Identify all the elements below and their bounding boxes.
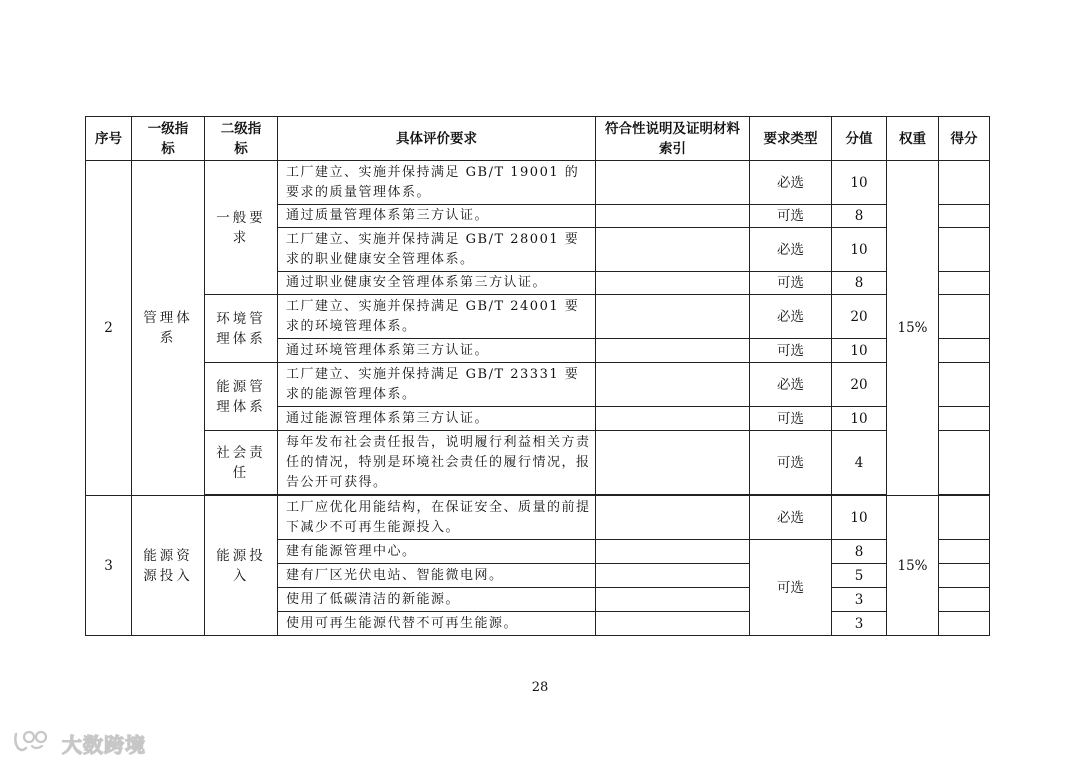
header-requirement: 具体评价要求 <box>278 117 596 161</box>
group-weight: 15% <box>887 161 939 496</box>
score-cell: 10 <box>832 407 887 431</box>
type-cell: 必选 <box>750 228 832 272</box>
watermark-text: 大数跨境 <box>62 732 146 757</box>
type-cell: 必选 <box>750 363 832 407</box>
earned-cell[interactable] <box>939 272 990 295</box>
requirement-cell: 工厂建立、实施并保持满足 GB/T 23331 要求的能源管理体系。 <box>278 363 596 407</box>
requirement-cell: 工厂建立、实施并保持满足 GB/T 24001 要求的环境管理体系。 <box>278 295 596 339</box>
header-level1: 一级指标 <box>132 117 205 161</box>
page-number: 28 <box>531 680 549 695</box>
group-level1: 管理体系 <box>132 161 205 496</box>
earned-cell[interactable] <box>939 564 990 588</box>
type-cell: 必选 <box>750 295 832 339</box>
score-cell: 3 <box>832 588 887 612</box>
reference-cell[interactable] <box>596 272 750 295</box>
subgroup-level2: 能源投入 <box>205 496 278 636</box>
reference-cell[interactable] <box>596 496 750 540</box>
requirement-cell: 每年发布社会责任报告，说明履行利益相关方责任的情况，特别是环境社会责任的履行情况，报告公开可获得。 <box>278 431 596 495</box>
requirement-cell: 通过能源管理体系第三方认证。 <box>278 407 596 431</box>
requirement-cell: 使用可再生能源代替不可再生能源。 <box>278 612 596 636</box>
reference-cell[interactable] <box>596 564 750 588</box>
score-cell: 10 <box>832 496 887 540</box>
type-cell: 可选 <box>750 272 832 295</box>
reference-cell[interactable] <box>596 612 750 636</box>
header-level2: 二级指标 <box>205 117 278 161</box>
requirement-cell: 建有厂区光伏电站、智能微电网。 <box>278 564 596 588</box>
subgroup-level2: 能源管理体系 <box>205 363 278 431</box>
earned-cell[interactable] <box>939 295 990 339</box>
group-index: 3 <box>86 496 132 636</box>
watermark <box>12 728 146 758</box>
requirement-cell: 工厂建立、实施并保持满足 GB/T 19001 的要求的质量管理体系。 <box>278 161 596 205</box>
requirement-cell: 工厂应优化用能结构，在保证安全、质量的前提下减少不可再生能源投入。 <box>278 496 596 540</box>
header-type: 要求类型 <box>750 117 832 161</box>
table-row <box>86 295 990 339</box>
score-cell: 8 <box>832 272 887 295</box>
earned-cell[interactable] <box>939 363 990 407</box>
score-cell: 10 <box>832 339 887 363</box>
table-row <box>86 496 990 540</box>
type-cell: 可选 <box>750 339 832 363</box>
requirement-cell: 使用了低碳清洁的新能源。 <box>278 588 596 612</box>
table-row <box>86 431 990 495</box>
earned-cell[interactable] <box>939 161 990 205</box>
score-cell: 20 <box>832 363 887 407</box>
earned-cell[interactable] <box>939 205 990 228</box>
score-cell: 5 <box>832 564 887 588</box>
group-level1: 能源资源投入 <box>132 496 205 636</box>
type-cell: 可选 <box>750 431 832 495</box>
earned-cell[interactable] <box>939 431 990 495</box>
type-cell: 可选 <box>750 540 832 636</box>
score-cell: 3 <box>832 612 887 636</box>
header-reference: 符合性说明及证明材料索引 <box>596 117 750 161</box>
earned-cell[interactable] <box>939 612 990 636</box>
evaluation-table <box>85 116 990 636</box>
brand-logo-icon <box>12 728 56 758</box>
score-cell: 8 <box>832 540 887 564</box>
reference-cell[interactable] <box>596 540 750 564</box>
reference-cell[interactable] <box>596 161 750 205</box>
score-cell: 10 <box>832 228 887 272</box>
earned-cell[interactable] <box>939 228 990 272</box>
subgroup-level2: 社会责任 <box>205 431 278 495</box>
earned-cell[interactable] <box>939 407 990 431</box>
header-score: 分值 <box>832 117 887 161</box>
group-weight: 15% <box>887 496 939 636</box>
header-weight: 权重 <box>887 117 939 161</box>
requirement-cell: 工厂建立、实施并保持满足 GB/T 28001 要求的职业健康安全管理体系。 <box>278 228 596 272</box>
earned-cell[interactable] <box>939 339 990 363</box>
reference-cell[interactable] <box>596 205 750 228</box>
header-earned: 得分 <box>939 117 990 161</box>
reference-cell[interactable] <box>596 407 750 431</box>
table-row <box>86 363 990 407</box>
reference-cell[interactable] <box>596 431 750 495</box>
reference-cell[interactable] <box>596 588 750 612</box>
reference-cell[interactable] <box>596 339 750 363</box>
type-cell: 必选 <box>750 496 832 540</box>
requirement-cell: 通过质量管理体系第三方认证。 <box>278 205 596 228</box>
subgroup-level2: 环境管理体系 <box>205 295 278 363</box>
header-row <box>86 117 990 161</box>
group-index: 2 <box>86 161 132 496</box>
score-cell: 20 <box>832 295 887 339</box>
reference-cell[interactable] <box>596 228 750 272</box>
requirement-cell: 通过职业健康安全管理体系第三方认证。 <box>278 272 596 295</box>
type-cell: 可选 <box>750 407 832 431</box>
requirement-cell: 通过环境管理体系第三方认证。 <box>278 339 596 363</box>
type-cell: 必选 <box>750 161 832 205</box>
earned-cell[interactable] <box>939 540 990 564</box>
score-cell: 4 <box>832 431 887 495</box>
earned-cell[interactable] <box>939 496 990 540</box>
reference-cell[interactable] <box>596 295 750 339</box>
subgroup-level2: 一般要求 <box>205 161 278 295</box>
earned-cell[interactable] <box>939 588 990 612</box>
header-index: 序号 <box>86 117 132 161</box>
reference-cell[interactable] <box>596 363 750 407</box>
table-row <box>86 161 990 205</box>
score-cell: 8 <box>832 205 887 228</box>
score-cell: 10 <box>832 161 887 205</box>
requirement-cell: 建有能源管理中心。 <box>278 540 596 564</box>
type-cell: 可选 <box>750 205 832 228</box>
